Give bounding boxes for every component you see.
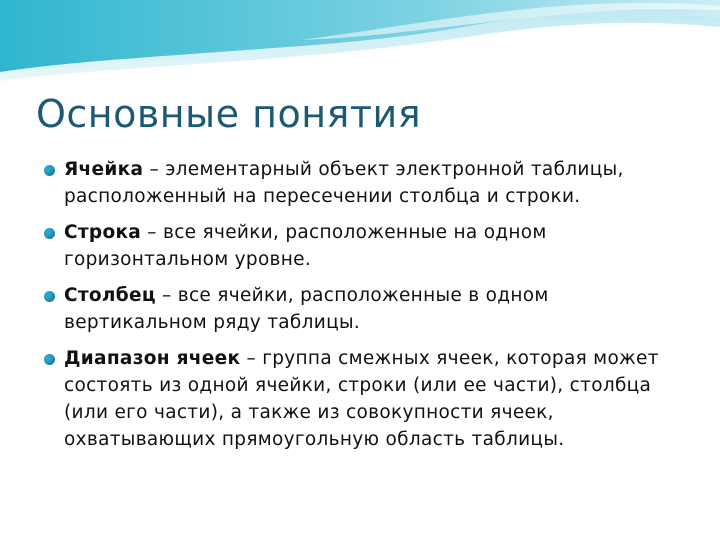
bullet-item-range: [44, 345, 684, 453]
definition-row: – все ячейки, расположенные на одном горизонтальном уровне.: [64, 222, 547, 270]
slide-title: Основные понятия: [36, 92, 422, 136]
bullet-list: [44, 156, 684, 462]
bullet-dot-icon: [44, 228, 55, 239]
definition-range: – группа смежных ячеек, которая может состоять из одной ячейки, строки (или ее части), столбца (или его части), а также из совокупности ячеек, охватывающих прямоугольную область таблицы.: [64, 348, 659, 450]
header-wave-decoration: [0, 0, 720, 90]
bullet-item-row: [44, 219, 684, 273]
term-column: Столбец: [64, 285, 156, 306]
definition-column: – все ячейки, расположенные в одном вертикальном ряду таблицы.: [64, 285, 549, 333]
term-row: Строка: [64, 222, 142, 243]
bullet-dot-icon: [44, 291, 55, 302]
term-range: Диапазон ячеек: [64, 348, 241, 369]
bullet-item-column: [44, 282, 684, 336]
term-cell: Ячейка: [64, 159, 144, 180]
bullet-item-cell: [44, 156, 684, 210]
bullet-dot-icon: [44, 165, 55, 176]
bullet-dot-icon: [44, 354, 55, 365]
definition-cell: – элементарный объект электронной таблицы, расположенный на пересечении столбца и строки.: [64, 159, 624, 207]
